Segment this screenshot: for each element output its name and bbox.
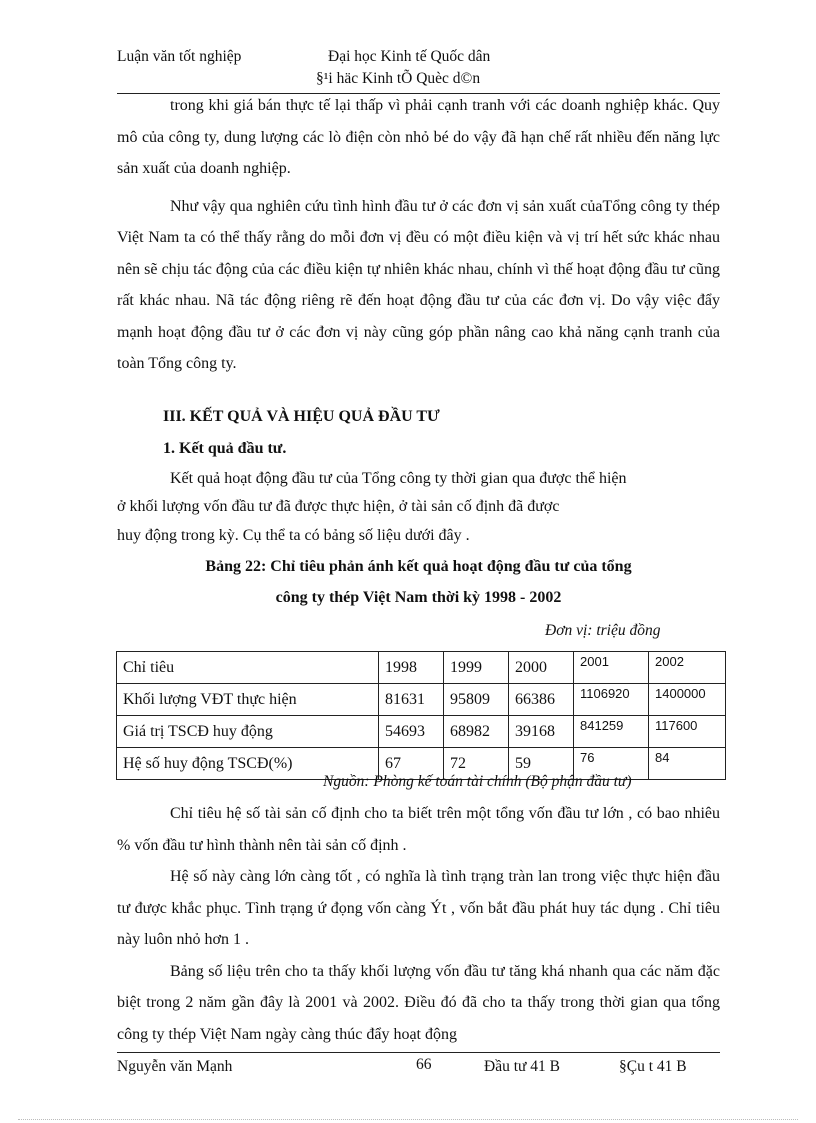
table-cell: 841259 [574,716,649,748]
page-edge-divider [18,1119,798,1120]
table-caption-line-2: công ty thép Việt Nam thời kỳ 1998 - 2002 [275,589,562,606]
header-right: Đại học Kinh tế Quốc dân [328,48,491,65]
paragraph-3-line-1: Kết quả hoạt động đầu tư của Tổng công ty thời gian qua được thể hiện [170,470,627,487]
table-source: Nguồn: Phòng kế toán tài chính (Bộ phận đầu tư) [323,773,632,790]
table-cell: 59 [509,748,574,780]
table-cell: 1106920 [574,684,649,716]
table-cell: 76 [574,748,649,780]
header-cell: 1998 [379,652,444,684]
header-garbled: §¹i häc Kinh tÕ Quèc d©n [316,70,481,87]
paragraph-2: Như vậy qua nghiên cứu tình hình đầu tư ở các đơn vị sản xuất củaTổng công ty thép Việt Nam ta có thể thấy rằng do mỗi đơn vị đều có một điều kiện và vị trí hết sức khác nhau nên sẽ chịu tác động của các điều kiện tự nhiên khác nhau, chính vì thế hoạt động đầu tư cũng rất khác nhau. Nã tác động riêng rẽ đến hoạt động đầu tư của các đơn vị. Do vậy việc đẩy mạnh hoạt động đầu tư ở các đơn vị này cũng góp phần nâng cao khả năng cạnh tranh của toàn Tổng công ty. [117,197,720,372]
table-cell: 72 [444,748,509,780]
body-text-bottom [117,798,720,1050]
table-cell: 54693 [379,716,444,748]
paragraph-3-line-2: ở khối lượng vốn đầu tư đã được thực hiện, ở tài sản cố định đã được [117,498,560,515]
table-row [117,716,726,748]
header-cell: 2001 [574,652,649,684]
paragraph-3-line-3: huy động trong kỳ. Cụ thể ta có bảng số liệu dưới đây . [117,527,470,544]
row-label: Hệ số huy động TSCĐ(%) [117,748,379,780]
table-cell: 39168 [509,716,574,748]
footer-class: Đầu tư 41 B [484,1058,560,1075]
header-cell: Chỉ tiêu [117,652,379,684]
table-header-row [117,652,726,684]
table-unit: Đơn vị: triệu đồng [545,622,661,639]
table-cell: 67 [379,748,444,780]
footer-class-garbled: §Çu t 41 B [619,1058,687,1075]
footer-author: Nguyễn văn Mạnh [117,1058,233,1075]
row-label: Khối lượng VĐT thực hiện [117,684,379,716]
body-text-top [117,90,720,380]
table-cell: 81631 [379,684,444,716]
paragraph-5: Hệ số này càng lớn càng tốt , có nghĩa là tình trạng tràn lan trong việc thực hiện đầu tư được khắc phục. Tình trạng ứ đọng vốn càng Ýt , vốn bắt đầu phát huy tác dụng . Chỉ tiêu này luôn nhỏ hơn 1 . [117,868,720,948]
row-label: Giá trị TSCĐ huy động [117,716,379,748]
subsection-heading: 1. Kết quả đầu tư. [163,440,287,457]
footer-page-number: 66 [416,1056,432,1073]
table-cell: 1400000 [649,684,726,716]
paragraph-4: Chỉ tiêu hệ số tài sản cố định cho ta biết trên một tổng vốn đầu tư lớn , có bao nhiêu % vốn đầu tư hình thành nên tài sản cố định . [117,805,720,854]
table-cell: 117600 [649,716,726,748]
header-cell: 2002 [649,652,726,684]
section-heading: III. KẾT QUẢ VÀ HIỆU QUẢ ĐẦU TƯ [163,408,440,425]
table-caption-line-1: Bảng 22: Chỉ tiêu phản ánh kết quả hoạt động đầu tư của tổng [205,558,632,575]
table-cell: 68982 [444,716,509,748]
header-cell: 1999 [444,652,509,684]
table-cell: 95809 [444,684,509,716]
table-row [117,684,726,716]
header-cell: 2000 [509,652,574,684]
table-cell: 84 [649,748,726,780]
header-left: Luận văn tốt nghiệp [117,48,242,65]
paragraph-6: Bảng số liệu trên cho ta thấy khối lượng vốn đầu tư tăng khá nhanh qua các năm đặc biệt trong 2 năm gần đây là 2001 và 2002. Điều đó đã cho ta thấy trong thời gian qua tổng công ty thép Việt Nam ngày càng thúc đẩy hoạt động [117,962,720,1043]
table-cell: 66386 [509,684,574,716]
data-table [116,651,726,780]
footer-rule [117,1052,720,1053]
paragraph-1: trong khi giá bán thực tế lại thấp vì phải cạnh tranh với các doanh nghiệp khác. Quy mô của công ty, dung lượng các lò điện còn nhỏ bé do vậy đã hạn chế rất nhiều đến năng lực sản xuất của doanh nghiệp. [117,97,720,177]
